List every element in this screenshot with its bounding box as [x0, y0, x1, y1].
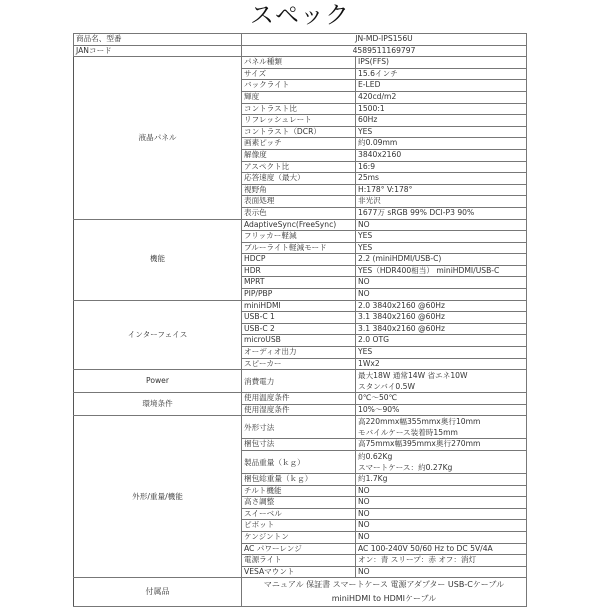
spec-row [74, 57, 527, 69]
spec-value [356, 416, 527, 439]
spec-value-line: モバイルケース装着時15mm [358, 428, 458, 438]
spec-label: MPRT [242, 277, 356, 289]
spec-row-model [74, 34, 527, 46]
spec-table [73, 33, 527, 607]
spec-value: IPS(FFS) [356, 57, 527, 69]
spec-value-line: 高220mmx幅355mmx奥行10mm [358, 417, 481, 427]
spec-label: オーディオ出力 [242, 347, 356, 359]
spec-label: ケンジントン [242, 531, 356, 543]
spec-label: 消費電力 [242, 370, 356, 393]
spec-value: 10%～90% [356, 404, 527, 416]
spec-value: 1500:1 [356, 103, 527, 115]
spec-value: E-LED [356, 80, 527, 92]
spec-value: 16:9 [356, 161, 527, 173]
spec-value: NO [356, 289, 527, 301]
spec-label: 外形寸法 [242, 416, 356, 439]
spec-value: H:178° V:178° [356, 184, 527, 196]
spec-value: NO [356, 566, 527, 578]
spec-value: 15.6インチ [356, 68, 527, 80]
spec-label: バックライト [242, 80, 356, 92]
spec-value: YES [356, 231, 527, 243]
spec-value: AC 100-240V 50/60 Hz to DC 5V/4A [356, 543, 527, 555]
spec-label: 梱包総重量（ｋｇ） [242, 474, 356, 486]
model-value: JN-MD-IPS156U [242, 34, 527, 46]
spec-value: 約0.09mm [356, 138, 527, 150]
accessories-line: miniHDMI to HDMIケーブル [331, 594, 437, 604]
category-physical: 外形/重量/機能 [74, 416, 242, 578]
accessories-value [242, 578, 527, 607]
spec-value-line: スマートケース：約0.27Kg [358, 463, 453, 472]
jan-value: 4589511169797 [242, 45, 527, 57]
spec-label: PIP/PBP [242, 289, 356, 301]
spec-value: 60Hz [356, 115, 527, 127]
spec-value: オン：青 スリープ：赤 オフ：消灯 [356, 555, 527, 567]
spec-label: 解像度 [242, 149, 356, 161]
spec-value-line: 約0.62Kg [358, 452, 393, 461]
spec-value: 3.1 3840x2160 @60Hz [356, 312, 527, 324]
spec-value: NO [356, 508, 527, 520]
category-environment: 環境条件 [74, 393, 242, 416]
category-lcd-panel: 液晶パネル [74, 57, 242, 219]
spec-label: 使用温度条件 [242, 393, 356, 405]
spec-label: AC パワーレンジ [242, 543, 356, 555]
spec-label: 表示色 [242, 207, 356, 219]
spec-label: HDR [242, 265, 356, 277]
spec-value-line: 最大18W 通常14W 省エネ10W [358, 371, 468, 381]
spec-value: NO [356, 485, 527, 497]
spec-label: 応答速度（最大） [242, 173, 356, 185]
spec-label: 高さ調整 [242, 497, 356, 509]
spec-label: スピーカー [242, 358, 356, 370]
spec-label: 輝度 [242, 91, 356, 103]
spec-value [356, 370, 527, 393]
spec-label: HDCP [242, 254, 356, 266]
category-features: 機能 [74, 219, 242, 300]
spec-label: スイーベル [242, 508, 356, 520]
spec-label: 電源ライト [242, 555, 356, 567]
spec-row-jan [74, 45, 527, 57]
spec-label: サイズ [242, 68, 356, 80]
spec-label: 製品重量（ｋｇ） [242, 451, 356, 474]
spec-value: 非光沢 [356, 196, 527, 208]
spec-value: YES [356, 347, 527, 359]
spec-value: YES（HDR400相当） miniHDMI/USB-C [356, 265, 527, 277]
spec-value: 3.1 3840x2160 @60Hz [356, 323, 527, 335]
spec-label: miniHDMI [242, 300, 356, 312]
spec-value: NO [356, 497, 527, 509]
spec-label: ピボット [242, 520, 356, 532]
spec-label: microUSB [242, 335, 356, 347]
spec-label: VESAマウント [242, 566, 356, 578]
spec-value: YES [356, 126, 527, 138]
spec-label: USB-C 2 [242, 323, 356, 335]
spec-row [74, 393, 527, 405]
spec-label: コントラスト比 [242, 103, 356, 115]
spec-value: 2.0 OTG [356, 335, 527, 347]
spec-value: 約1.7Kg [356, 474, 527, 486]
spec-label: 視野角 [242, 184, 356, 196]
spec-label: リフレッシュレート [242, 115, 356, 127]
spec-label: チルト機能 [242, 485, 356, 497]
category-power: Power [74, 370, 242, 393]
spec-value: NO [356, 520, 527, 532]
spec-value: NO [356, 219, 527, 231]
category-accessories: 付属品 [74, 578, 242, 607]
spec-row [74, 370, 527, 393]
spec-value: 高75mmx幅395mmx奥行270mm [356, 439, 527, 451]
spec-label: 使用湿度条件 [242, 404, 356, 416]
jan-label: JANコード [74, 45, 242, 57]
spec-row [74, 219, 527, 231]
spec-value: YES [356, 242, 527, 254]
spec-row-accessories [74, 578, 527, 607]
page-title: スペック [250, 1, 350, 29]
spec-value [356, 451, 527, 474]
spec-label: パネル種類 [242, 57, 356, 69]
model-label: 商品名、型番 [74, 34, 242, 46]
spec-label: 表面処理 [242, 196, 356, 208]
spec-value: 1Wx2 [356, 358, 527, 370]
spec-value: 2.2 (miniHDMI/USB-C) [356, 254, 527, 266]
spec-label: フリッカー軽減 [242, 231, 356, 243]
spec-value: NO [356, 531, 527, 543]
spec-label: AdaptiveSync(FreeSync) [242, 219, 356, 231]
spec-label: コントラスト（DCR） [242, 126, 356, 138]
spec-label: 梱包寸法 [242, 439, 356, 451]
spec-value: NO [356, 277, 527, 289]
category-interface: インターフェイス [74, 300, 242, 370]
spec-label: アスペクト比 [242, 161, 356, 173]
spec-value: 0℃～50℃ [356, 393, 527, 405]
spec-value: 1677万 sRGB 99% DCI-P3 90% [356, 207, 527, 219]
accessories-line: マニュアル 保証書 スマートケース 電源アダプター USB-Cケーブル [263, 580, 505, 590]
spec-label: USB-C 1 [242, 312, 356, 324]
spec-value: 25ms [356, 173, 527, 185]
spec-value-line: スタンバイ0.5W [358, 382, 416, 392]
spec-value: 2.0 3840x2160 @60Hz [356, 300, 527, 312]
spec-value: 420cd/m2 [356, 91, 527, 103]
spec-label: 画素ピッチ [242, 138, 356, 150]
spec-label: ブルーライト軽減モード [242, 242, 356, 254]
spec-row [74, 300, 527, 312]
spec-row [74, 416, 527, 439]
spec-value: 3840x2160 [356, 149, 527, 161]
